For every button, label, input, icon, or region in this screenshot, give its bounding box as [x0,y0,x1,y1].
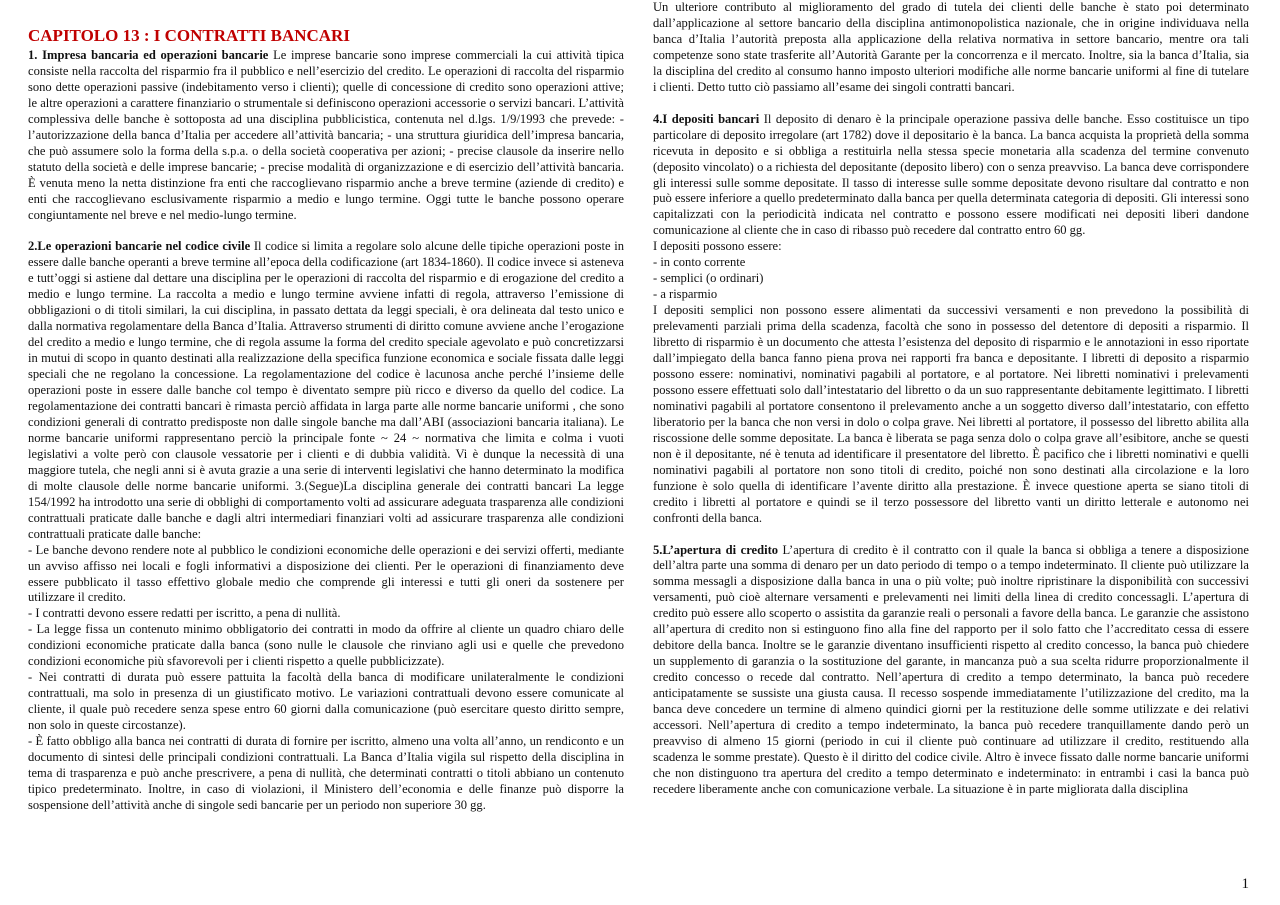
section-4-continuation: I depositi semplici non possono essere alimentati da successivi versamenti e non prevedono la possibilità di prelevamenti parziali prima della scadenza, facoltà che sono in possesso del detentore di depositi a risparmio. Il libretto di risparmio è un documento che attesta l’esistenza del deposito di risparmio e le annotazioni in esso riportate dall’impiegato della banca fanno piena prova nei rapporti fra banca e depositante. I libretti di deposito a risparmio possono essere: nominativi, nominativi pagabili al portatore, e al portatore. Nei libretti nominativi i prelevamenti possono essere effettuati solo dall’intestatario del libretto o da un suo rappresentante debitamente legittimato. I libretti nominativi pagabili al portatore consentono il prelevamento anche a un soggetto diverso dall’intestatario, con effetto liberatorio per la banca che non versi in dolo o colpa grave. Nei libretti al portatore, il possesso del libretto abilita alla riscossione delle somme depositate. La banca è liberata se paga senza dolo o colpa grave all’esibitore, anche se questi non è il depositante, né è tenuta ad identificare il presentatore del libretto. È pacifico che i libretti nominativi e quelli nominativi pagabili al portatore non sono titoli di credito, poiché non sono destinati alla circolazione e la loro funzione è solo quella di identificare l’avente diritto alla prestazione. È invece questione aperta se siano titoli di credito i libretti al portatore e quindi se il terzo possessore del libretto vanti un diritto letterale e autonomo nei confronti della banca. [653,303,1249,525]
spacer [28,223,624,239]
list-intro: I depositi possono essere: [653,239,782,254]
right-column [653,0,1249,798]
section-5-paragraph [653,543,1249,798]
section-5-text: L’apertura di credito è il contratto con il quale la banca si obbliga a tenere a disposizione dell’altra parte una somma di denaro per un dato periodo di tempo o a tempo indeterminato. Il cliente può utilizzare la somma messagli a disposizione dalla banca in una o più volte; può inoltre ripristinare la disponibilità con successivi versamenti, può cioè alternare versamenti e prelevamenti nei limiti della linea di credito concessagli. L’apertura di credito può essere allo scoperto o assistita da garanzie reali o personali a favore della banca. Le garanzie che assistono all’apertura di credito non si estinguono fino alla fine del rapporto per il solo fatto che l’accreditato cessa di essere debitore della banca. Inoltre se le garanzie diventano insufficienti rispetto al credito concesso, la banca può chiedere un supplemento di garanzia o la sostituzione del garante, in mancanza può a sua scelta ridurre proporzionalmente il credito concesso o recede dal contratto. Nell’apertura di credito a tempo determinato, la banca può recedere anticipatamente se sussiste una giusta causa. Il recesso sospende immediatamente l’utilizzazione del credito, ma la banca deve concedere un termine di almeno quindici giorni per la restituzione delle somme utilizzate e dei relativi accessori. Nell’apertura di credito a tempo indeterminato, la banca può recedere tranquillamente dando però un preavviso di almeno 15 giorni (periodo in cui il cliente può continuare ad utilizzare il credito, restituendo alla scadenza le somme prestate). Questo è il diritto del codice civile. Altro è invece fissato dalle norme bancarie uniformi che non distinguono tra apertura del credito a tempo determinato e indeterminato: in entrambi i casi la banca può recedere liberamente anche con comunicazione verbale. La situazione è in parte migliorata dalla disciplina [653,542,1250,796]
section-1-heading: 1. Impresa bancaria ed operazioni bancarie [28,48,269,62]
section-2-heading: 2.Le operazioni bancarie nel codice civile [28,239,251,254]
section-4-text: Il deposito di denaro è la principale operazione passiva delle banche. Esso costituisce un tipo particolare di deposito irregolare (art 1782) dove il depositario è la banca. La banca acquista la proprietà della somma ricevuta in deposito e si obbliga a restituirla nella stessa specie monetaria alla scadenza del termine convenuto (deposito vincolato) o a richiesta del depositante (deposito libero) con o senza preavviso. La banca deve corrispondere gli interessi sulle somme depositate. Il tasso di interesse sulle somme depositate devono risultare dal contratto e non può essere inferiore a quello predeterminato dalla banca per quella determinata categoria di depositi. Gli interessi sono capitalizzati con la periodicità indicata nel contratto e possono essere modificati nei depositi liberi dandone comunicazione al cliente che in caso di ribasso può recedere dal contratto entro 60 gg. [653,111,1249,238]
list-item: - in conto corrente [653,255,746,270]
section-4-paragraph [653,112,1249,240]
intro-paragraph: Un ulteriore contributo al miglioramento del grado di tutela dei clienti delle banche è stato poi determinato dall’applicazione al settore bancario della disciplina antimonopolistica nazionale, che in origine individuava nella banca d’Italia l’autorità preposta alla applicazione della relativa normativa in settore bancario, mentre ora tali competenze sono state trasferite all’Autorità Garante per la concorrenza e il mercato. Inoltre, sia la banca d’Italia, sia la disciplina del credito al consumo hanno imposto ulteriori modifiche alle norme bancarie uniformi al fine di tutelare i clienti. Detto tutto ciò passiamo all’esame dei singoli contratti bancari. [653,0,1249,94]
left-column [28,26,624,814]
list-item: - semplici (o ordinari) [653,271,764,286]
section-5-heading: 5.L’apertura di credito [653,542,779,557]
bullet-item: - La legge fissa un contenuto minimo obbligatorio dei contratti in modo da offrire al cliente un quadro chiaro delle condizioni economiche praticate dalla banca (sono nulle le clausole che rinviano agli usi e quelle che prevedono condizioni economiche più sfavorevoli per i clienti rispetto a quelle pubblicizzate). [28,622,624,669]
section-2-paragraph [28,239,624,542]
spacer [653,96,1249,112]
bullet-item: - Nei contratti di durata può essere pattuita la facoltà della banca di modificare unilateralmente le condizioni contrattuali, ma solo in presenza di un giustificato motivo. Le variazioni contrattuali devono essere comunicate al cliente, il quale può recedere senza spese entro 60 giorni dalla comunicazione (può esercitare questo diritto sempre, non solo in queste circostanze). [28,670,624,733]
chapter-title: CAPITOLO 13 : I CONTRATTI BANCARI [28,26,350,45]
page-number: 1 [1241,876,1249,892]
section-4-heading: 4.I depositi bancari [653,111,760,126]
section-1-text: Le imprese bancarie sono imprese commerciali la cui attività tipica consiste nella raccolta del risparmio fra il pubblico e nell’esercizio del credito. Le operazioni di raccolta del risparmio sono dette operazioni passive (indebitamento verso i clienti); quelle di concessione di credito sono operazioni attive; le altre operazioni a carattere finanziario o strumentale si definiscono operazioni accessorie o servizi bancari. L’attività complessiva delle banche è sottoposta ad una disciplina pubblicistica, contenuta nel d.lgs. 1/9/1993 che prevede: - l’autorizzazione della banca d’Italia per accedere all’attività bancaria; - una struttura giuridica dell’impresa bancaria, che può assumere solo la forma della s.p.a. o della società cooperativa per azioni; - precise clausole da inserire nello statuto della società e delle imprese bancarie; - precise modalità di organizzazione e di esercizio dell’attività bancaria. È venuta meno la netta distinzione fra enti che raccoglievano risparmio anche a breve termine (aziende di credito) e enti che raccoglievano esclusivamente risparmio a medio e lungo termine. Oggi tutte le banche possono operare congiuntamente nel breve e nel medio-lungo termine. [28,48,624,222]
section-2-text: Il codice si limita a regolare solo alcune delle tipiche operazioni poste in essere dalle banche operanti a breve termine all’epoca della codificazione (art 1834-1860). Il codice invece si asteneva e tutt’oggi si astiene dal dettare una disciplina per le operazioni di raccolta del risparmio e di erogazione del credito a medio e lungo termine. La raccolta a medio e lungo termine avviene infatti di regola, attraverso l’emissione di obbligazioni o di titoli similari, la cui disciplina, in passato dettata da leggi speciali, è ora delineata dal testo unico e dalla normativa regolamentare della Banca d’Italia. Attraverso strumenti di diritto comune avviene anche l’erogazione del credito a medio e lungo termine, che di regola assume la forma del credito speciale agevolato e può concretizzarsi in mutui di scopo in quanto destinati alla realizzazione della specifica funzione economica e sociale fissata dalle leggi speciali che ne regolano la concessione. La regolamentazione del codice è lacunosa anche perché l’insieme delle operazioni poste in essere dalle banche col tempo è diventato sempre più ricco e diverso da quello del codice. La regolamentazione dei contratti bancari è rimasta perciò affidata in larga parte alle norme bancarie uniformi , che sono condizioni generali di contratto predisposte non dalle singole banche ma dall’ABI (associazioni bancaria italiana). Le norme bancarie uniformi rappresentano perciò la principale fonte ~ 24 ~ normativa che limita e colma i vuoti legislativi a volte però con clausole vessatorie per i clienti e di dubbia validità. Vi è dunque la necessità di una maggiore tutela, che negli anni si è avuta grazie a una serie di interventi legislativi che hanno determinato la modifica di molte clausole delle norme bancarie uniformi. 3.(Segue)La disciplina generale dei contratti bancari La legge 154/1992 ha introdotto una serie di obblighi di comportamento volti ad assicurare adeguata trasparenza alle condizioni contrattuali praticate dalle banche e dagli altri intermediari finanziari volti ad assicurare trasparenza alle condizioni contrattuali praticate dalle banche: [28,239,624,541]
section-1-paragraph [28,48,624,223]
bullet-item: - È fatto obbligo alla banca nei contratti di durata di fornire per iscritto, almeno una volta all’anno, un rendiconto e un documento di sintesi delle principali condizioni contrattuali. La Banca d’Italia vigila sul rispetto della disciplina in tema di trasparenza e può anche prescrivere, a pena di nullità, che determinati contratti o titoli abbiano un contenuto tipico predeterminato. Inoltre, in caso di violazioni, il Ministero dell’economia e delle finanze può disporre la sospensione dell’attività anche di singole sedi bancarie per un periodo non superiore 30 gg. [28,734,624,812]
spacer [653,527,1249,543]
list-item: - a risparmio [653,287,718,302]
bullet-item: - Le banche devono rendere note al pubblico le condizioni economiche delle operazioni e dei servizi offerti, mediante un avviso affisso nei locali e fogli informativi a disposizione dei clienti. Per le operazioni di finanziamento deve essere pubblicato il tasso effettivo globale medio che comprende gli interessi e tutti gli oneri da sostenere per utilizzare il credito. [28,542,624,605]
bullet-item: - I contratti devono essere redatti per iscritto, a pena di nullità. [28,606,341,621]
